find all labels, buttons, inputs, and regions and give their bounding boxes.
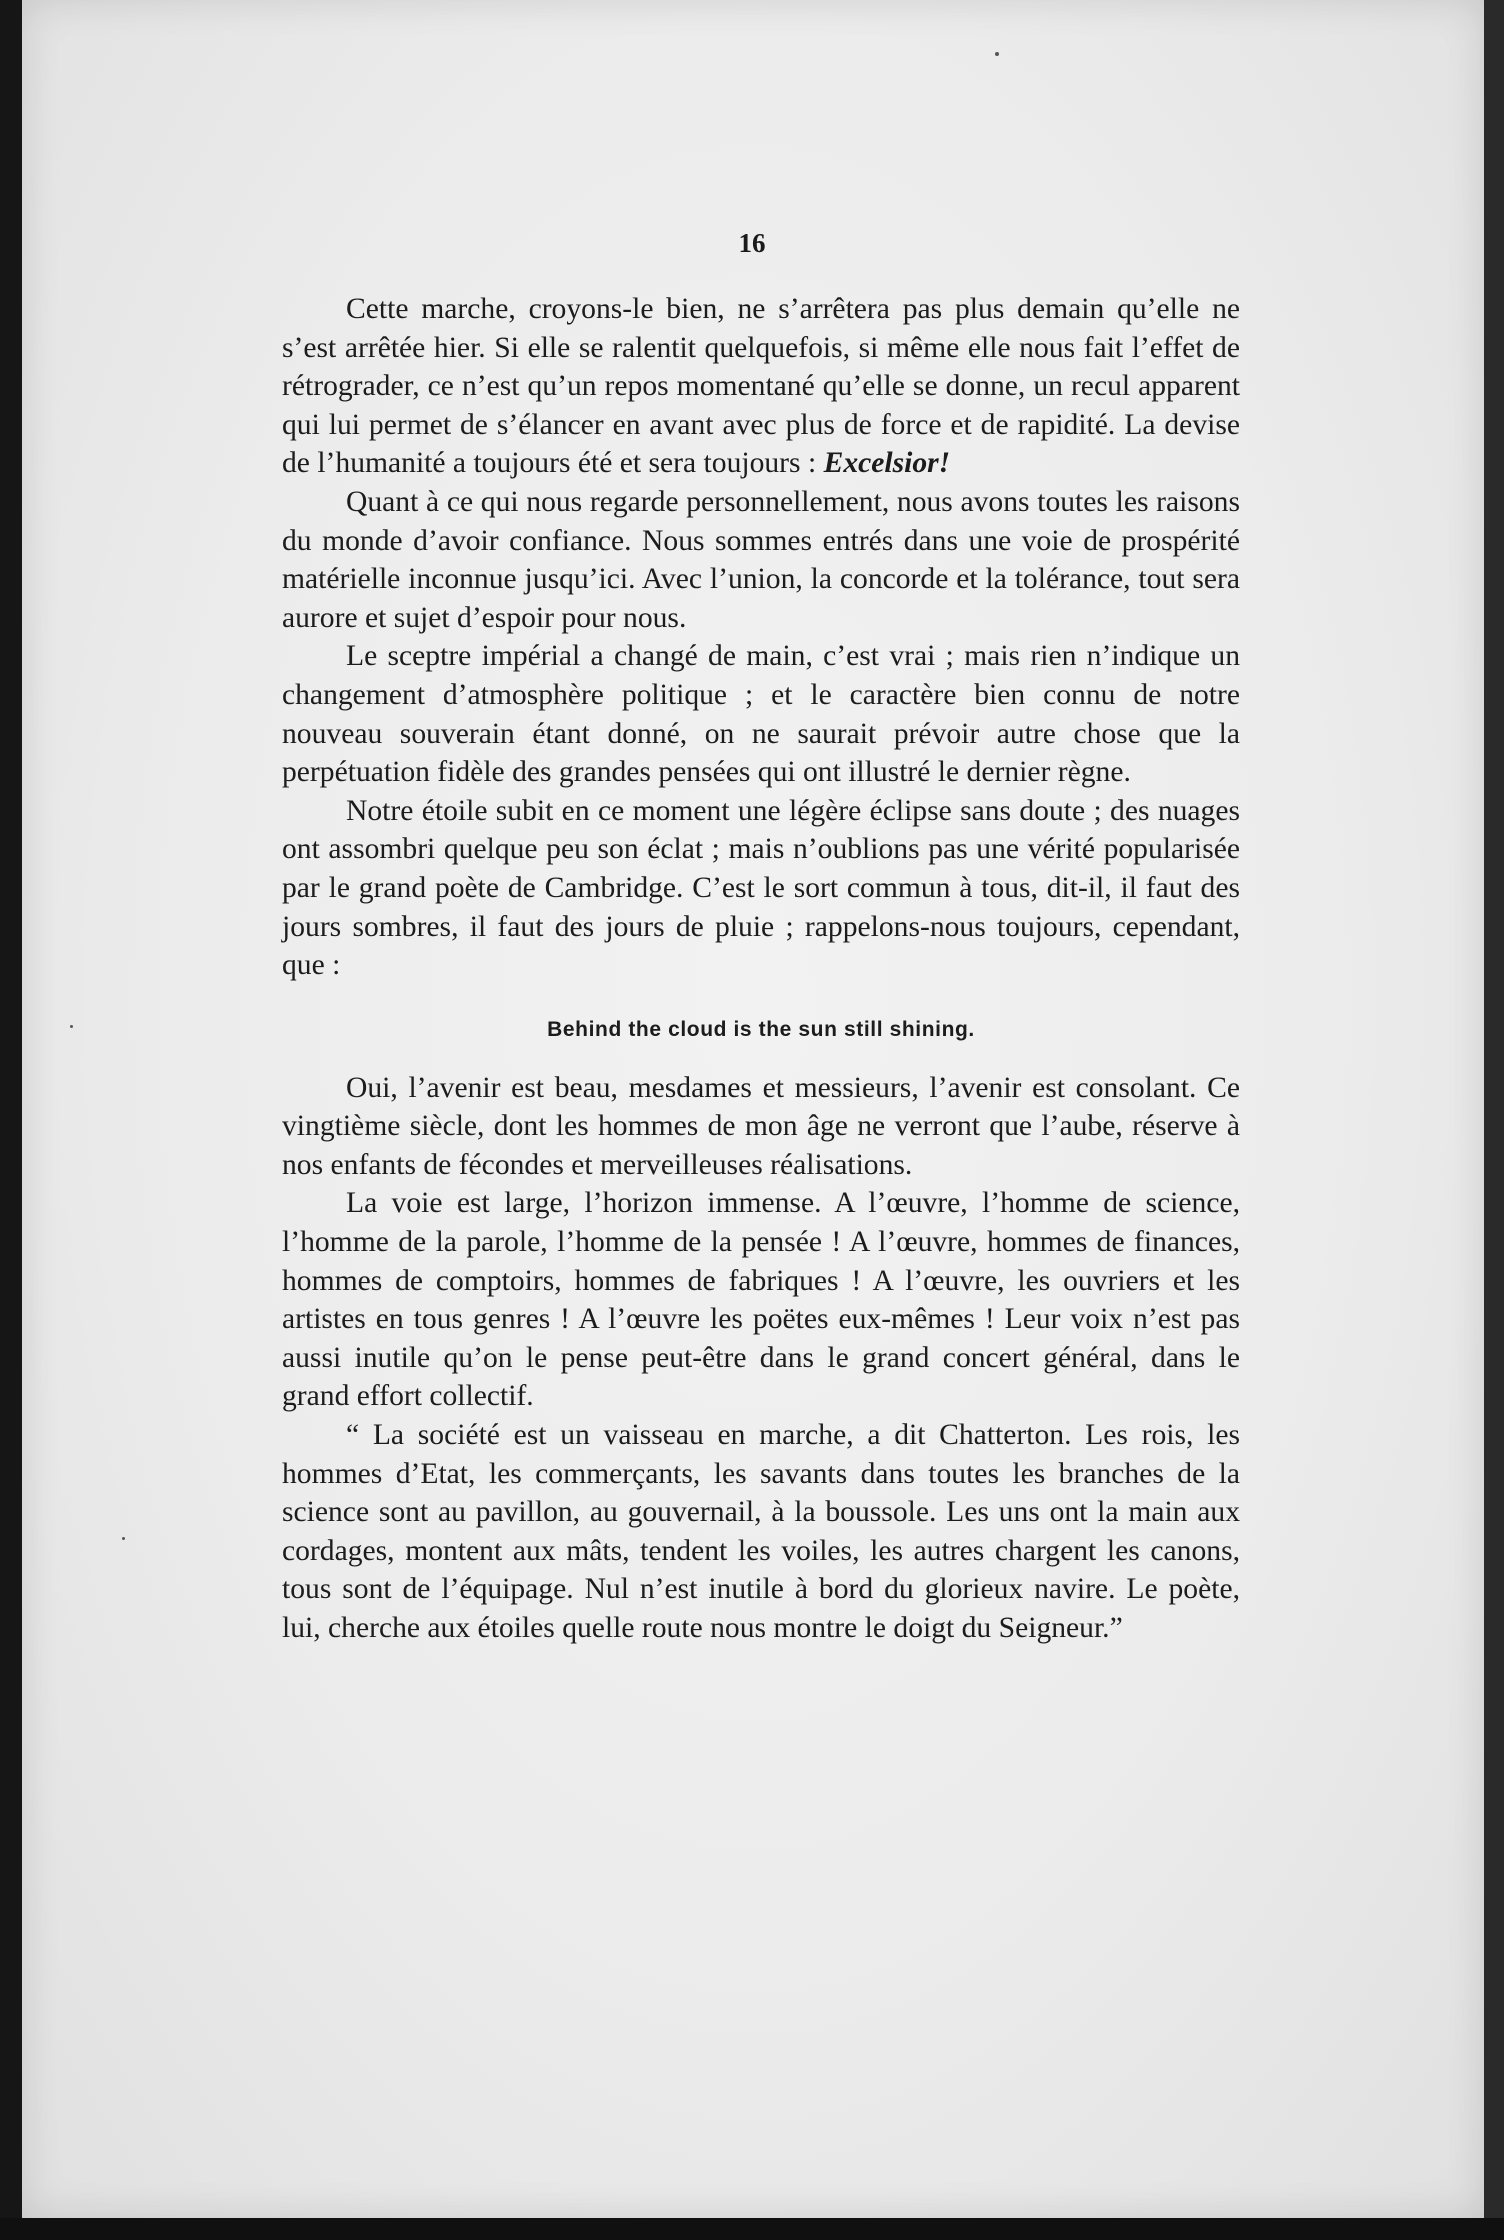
paragraph-1: [282, 290, 1240, 483]
paragraph-5: Oui, l’avenir est beau, mesdames et messieurs, l’avenir est consolant. Ce vingtième siècle, dont les hommes de mon âge ne verront que l’aube, réserve à nos enfants de fécondes et merveilleuses réalisations.: [282, 1071, 1240, 1181]
scan-speck: [995, 52, 999, 56]
body-text: [282, 290, 1240, 1648]
paragraph-3: Le sceptre impérial a changé de main, c’est vrai ; mais rien n’indique un changement d’atmosphère politique ; et le caractère bien connu de notre nouveau souverain étant donné, on ne saurait prévoir autre chose que la perpétuation fidèle des grandes pensées qui ont illustré le dernier règne.: [282, 640, 1240, 789]
page-number: 16: [738, 228, 766, 258]
scan-border-bottom: [0, 2218, 1504, 2240]
scan-border-right: [1484, 0, 1504, 2240]
paragraph-1-emphasis: Excelsior!: [823, 447, 951, 480]
paragraph-7: “ La société est un vaisseau en marche, a dit Chatterton. Les rois, les hommes d’Etat, les commerçants, les savants dans toutes les branches de la science sont au pavillon, au gouvernail, à la boussole. Les uns ont la main aux cordages, montent aux mâts, tendent les voiles, les autres chargent les canons, tous sont de l’équipage. Nul n’est inutile à bord du glorieux navire. Le poète, lui, cherche aux étoiles quelle route nous montre le doigt du Seigneur.”: [282, 1419, 1240, 1644]
paragraph-2: Quant à ce qui nous regarde personnellement, nous avons toutes les raisons du monde d’avoir confiance. Nous sommes entrés dans une voie de prospérité matérielle inconnue jusqu’ici. Avec l’union, la concorde et la tolérance, tout sera aurore et sujet d’espoir pour nous.: [282, 485, 1240, 634]
scan-speck: [70, 1025, 73, 1028]
quoted-verse: Behind the cloud is the sun still shining.: [547, 1017, 975, 1041]
paragraph-4: Notre étoile subit en ce moment une légère éclipse sans doute ; des nuages ont assombri quelque peu son éclat ; mais n’oublions pas une vérité popularisée par le grand poète de Cambridge. C’est le sort commun à tous, dit-il, il faut des jours sombres, il faut des jours de pluie ; rappelons-nous toujours, cependant, que :: [282, 794, 1240, 982]
scan-speck: [122, 1537, 125, 1540]
paragraph-1-text: Cette marche, croyons-le bien, ne s’arrêtera pas plus demain qu’elle ne s’est arrêtée hier. Si elle se ralentit quelquefois, si même elle nous fait l’effet de rétrograder, ce n’est qu’un repos momentané qu’elle se donne, un recul apparent qui lui permet de s’élancer en avant avec plus de force et de rapidité. La devise de l’humanité a toujours été et sera toujours :: [282, 293, 1240, 480]
paragraph-6: La voie est large, l’horizon immense. A l’œuvre, l’homme de science, l’homme de la parole, l’homme de la pensée ! A l’œuvre, hommes de finances, hommes de comptoirs, hommes de fabriques ! A l’œuvre, les ouvriers et les artistes en tous genres ! A l’œuvre les poëtes eux-mêmes ! Leur voix n’est pas aussi inutile qu’on le pense peut-être dans le grand concert général, dans le grand effort collectif.: [282, 1187, 1240, 1413]
